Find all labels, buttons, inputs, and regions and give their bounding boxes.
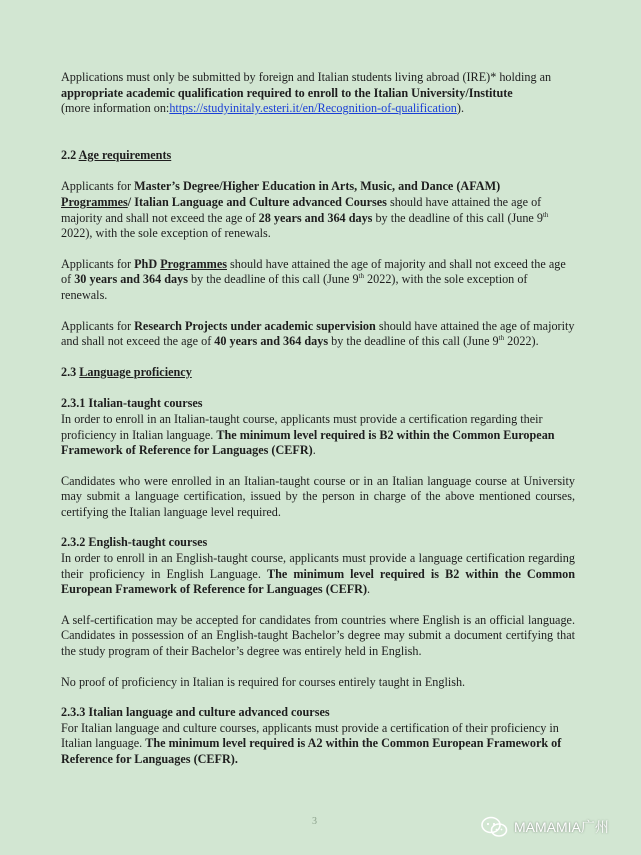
english-taught-paragraph: In order to enroll in an English-taught course, applicants must provide a language certification regarding their proficiency in English Language. The minimum level required is B2 within the Common European Framework of Reference for Languages (CEFR). bbox=[61, 551, 575, 597]
document-page bbox=[61, 70, 575, 768]
culture-courses-paragraph: For Italian language and culture courses, applicants must provide a certification of their proficiency in Italian language. The minimum level required is A2 within the Common European Framework of Reference for Languages (CEFR). bbox=[61, 720, 562, 766]
page-number: 3 bbox=[312, 816, 317, 827]
watermark bbox=[480, 816, 609, 838]
wechat-icon bbox=[480, 816, 508, 838]
italian-taught-paragraph: In order to enroll in an Italian-taught course, applicants must provide a certification regarding their proficiency in Italian language. The minimum level required is B2 within the Common European Framework of Reference for Languages (CEFR). bbox=[61, 411, 555, 458]
text-segment: Applications must only be submitted by foreign and Italian students living abroad (IRE)* holding an bbox=[61, 70, 552, 84]
subsection-heading-english: 2.3.2 English-taught courses bbox=[61, 535, 208, 550]
section-heading-age: 2.2 Age requirements bbox=[61, 147, 172, 162]
age-phd-paragraph: Applicants for PhD Programmes should have attained the age of majority and shall not exceed the age of 30 years and 364 days by the deadline of this call (June 9th 2022), with the sole exception of renewals. bbox=[61, 256, 566, 302]
subsection-heading-italian: 2.3.1 Italian-taught courses bbox=[61, 396, 203, 411]
text-segment: ). bbox=[456, 101, 465, 116]
italian-enrolled-paragraph: Candidates who were enrolled in an Italian-taught course or in an Italian language course at University may submit a language certification, issued by the person in charge of the above mentioned courses, certifying the Italian language level required. bbox=[61, 473, 575, 519]
recognition-link[interactable]: https://studyinitaly.esteri.it/en/Recognition-of-qualification bbox=[169, 101, 457, 116]
text-segment: (more information on: bbox=[61, 101, 170, 116]
subsection-heading-culture: 2.3.3 Italian language and culture advanced courses bbox=[61, 705, 330, 720]
eligibility-paragraph bbox=[61, 70, 575, 117]
no-proof-paragraph: No proof of proficiency in Italian is required for courses entirely taught in English. bbox=[61, 674, 466, 689]
watermark-text: MAMAMIA广州 bbox=[514, 819, 609, 835]
age-research-paragraph: Applicants for Research Projects under academic supervision should have attained the age of majority and shall not exceed the age of 40 years and 364 days by the deadline of this call (June 9th 2022). bbox=[61, 318, 575, 349]
age-masters-paragraph: Applicants for Master’s Degree/Higher Education in Arts, Music, and Dance (AFAM) Programmes/ Italian Language and Culture advanced Courses should have attained the age of majority and shall not exceed the age of 28 years and 364 days by the deadline of this call (June 9th 2022), with the sole exception of renewals. bbox=[61, 179, 549, 241]
bold-text: appropriate academic qualification required to enroll to the Italian University/Institute bbox=[61, 85, 513, 100]
self-certification-paragraph: A self-certification may be accepted for candidates from countries where English is an official language. Candidates in possession of an English-taught Bachelor’s degree may submit a document certifying that the study program of their Bachelor’s degree was entirely held in English. bbox=[61, 612, 575, 659]
section-heading-language: 2.3 Language proficiency bbox=[61, 364, 192, 379]
